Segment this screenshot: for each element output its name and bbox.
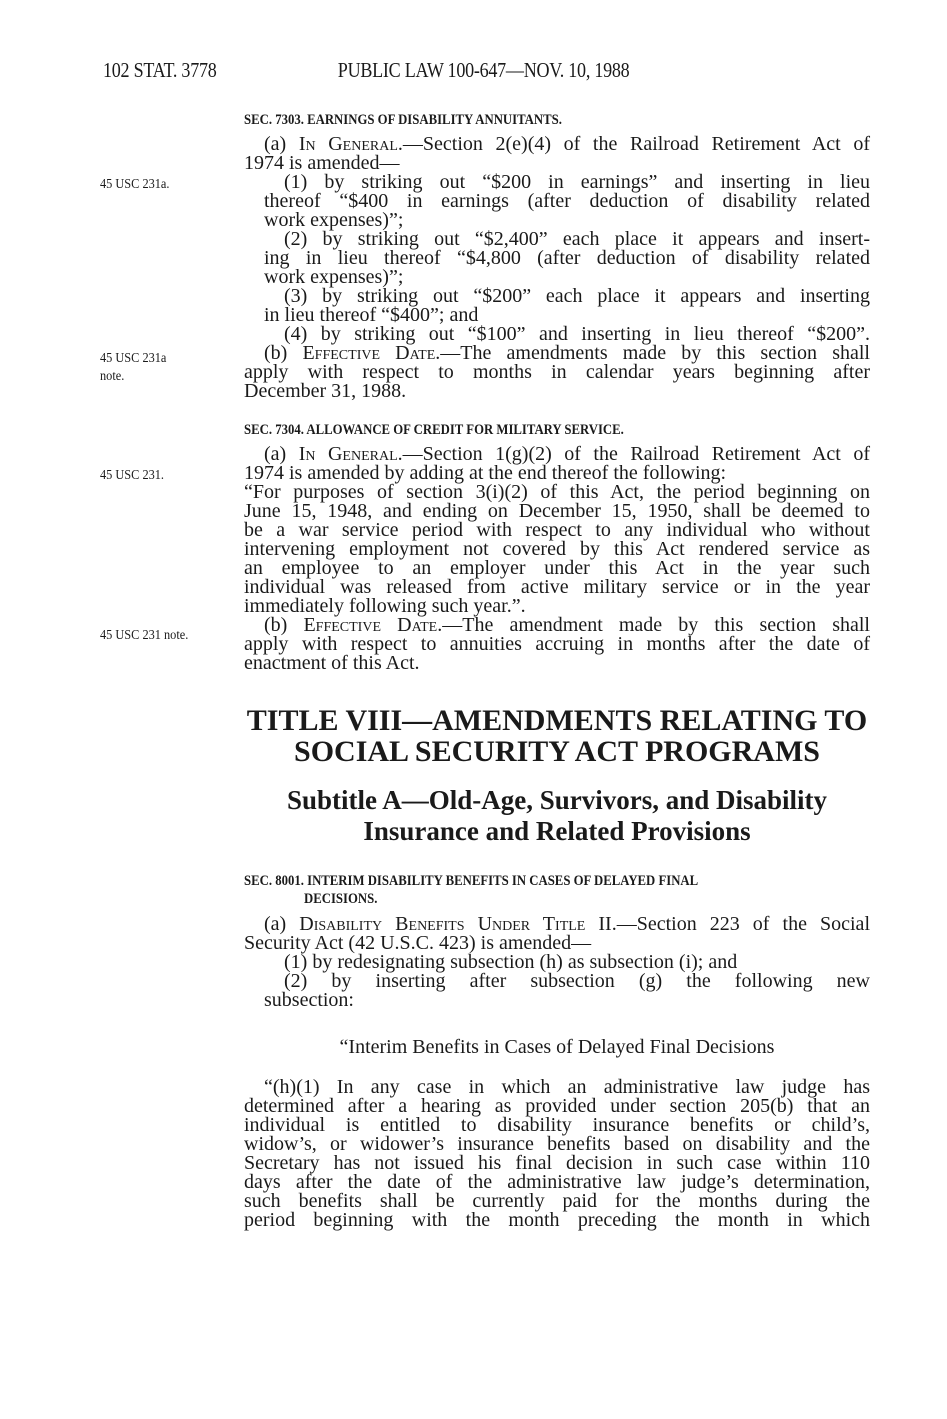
sec8001-h-line3: individual is entitled to disability insurance benefits or child’s, <box>244 1114 870 1136</box>
public-law-title: PUBLIC LAW 100-647—NOV. 10, 1988 <box>337 58 630 82</box>
subtitle-a-heading <box>244 785 870 847</box>
sec7303-p1-line3: work expenses)”; <box>264 209 404 231</box>
sec7303-b-line3: December 31, 1988. <box>244 380 407 402</box>
sec8001-h-line7: such benefits shall be currently paid for the months during the <box>244 1190 870 1212</box>
inserted-subsection-heading: “Interim Benefits in Cases of Delayed Final Decisions <box>339 1036 775 1058</box>
sec8001-p2-line1: (2) by inserting after subsection (g) the following new <box>284 970 870 992</box>
subtitle-a-line1: Subtitle A—Old-Age, Survivors, and Disability <box>286 785 828 815</box>
section-7304-heading: SEC. 7304. ALLOWANCE OF CREDIT FOR MILITARY SERVICE. <box>244 422 624 438</box>
sec8001-a-line1: (a) Disability Benefits Under Title II.—Section 223 of the Social <box>264 913 870 935</box>
sec7304-a-caption: In General. <box>298 443 403 465</box>
margin-note-usc-231a-note-2: note. <box>100 369 125 384</box>
sec7303-p2-line2: ing in lieu thereof “$4,800 (after deduction of disability related <box>264 247 870 269</box>
sec8001-a-caption: Disability Benefits Under Title II. <box>299 913 617 935</box>
section-8001-heading-line1: SEC. 8001. INTERIM DISABILITY BENEFITS IN CASES OF DELAYED FINAL <box>244 873 699 889</box>
title-viii-line1: TITLE VIII—AMENDMENTS RELATING TO <box>246 704 868 737</box>
sec8001-a-line2: Security Act (42 U.S.C. 423) is amended— <box>244 932 592 954</box>
sec7303-p3-line1: (3) by striking out “$200” each place it appears and inserting <box>284 285 870 307</box>
section-7303-heading: SEC. 7303. EARNINGS OF DISABILITY ANNUITANTS. <box>244 112 562 128</box>
sec7303-p2-line1: (2) by striking out “$2,400” each place it appears and insert- <box>284 228 870 250</box>
section-8001-body <box>244 915 870 1010</box>
sec8001-h-line2: determined after a hearing as provided under section 205(b) that an <box>244 1095 870 1117</box>
sec7304-q-line2: June 15, 1948, and ending on December 15, 1950, shall be deemed to <box>244 500 870 522</box>
sec8001-h-line8: period beginning with the month preceding the month in which <box>244 1209 870 1231</box>
sec7303-b-line1: (b) Effective Date.—The amendments made by this section shall <box>264 342 870 364</box>
sec7303-p3-line2: in lieu thereof “$400”; and <box>264 304 479 326</box>
margin-note-usc-231a-note-1: 45 USC 231a <box>100 351 167 366</box>
sec7303-a-line1: (a) In General.—Section 2(e)(4) of the Railroad Retirement Act of <box>264 133 871 155</box>
sec8001-h-line4: widow’s, or widower’s insurance benefits based on disability and the <box>244 1133 870 1155</box>
sec7303-p1-line1: (1) by striking out “$200 in earnings” and inserting in lieu <box>284 171 870 193</box>
stat-page-number: 102 STAT. 3778 <box>103 58 217 82</box>
sec7304-q-line4: intervening employment not covered by this Act rendered service as <box>244 538 870 560</box>
sec7304-q-line5: an employee to an employer under this Act in the year such <box>244 557 870 579</box>
sec7303-a-line2: 1974 is amended— <box>244 152 400 174</box>
sec7303-a-caption: In General. <box>298 133 403 155</box>
sec8001-h-line5: Secretary has not issued his final decision in such case within 110 <box>244 1152 870 1174</box>
subsection-h-body <box>244 1078 870 1230</box>
sec8001-p2-line2: subsection: <box>264 989 354 1011</box>
margin-note-usc-231: 45 USC 231. <box>100 468 165 483</box>
sec7303-p1-line2: thereof “$400 in earnings (after deduction of disability related <box>264 190 870 212</box>
sec7304-b-line2: apply with respect to annuities accruing in months after the date of <box>244 633 870 655</box>
sec8001-h-line1: “(h)(1) In any case in which an administrative law judge has <box>264 1076 870 1098</box>
sec7304-b-line1: (b) Effective Date.—The amendment made by this section shall <box>264 614 870 636</box>
sec8001-p1-line1: (1) by redesignating subsection (h) as subsection (i); and <box>284 951 738 973</box>
sec7303-b-caption: Effective Date. <box>302 342 441 364</box>
sec7304-q-line7: immediately following such year.”. <box>244 595 526 617</box>
sec7304-q-line6: individual was released from active military service or in the year <box>244 576 870 598</box>
sec7304-q-line3: be a war service period with respect to any individual who without <box>244 519 870 541</box>
sec7304-b-line3: enactment of this Act. <box>244 652 420 674</box>
sec7304-a-line2: 1974 is amended by adding at the end thereof the following: <box>244 462 727 484</box>
sec8001-h-line6: days after the date of the administrative law judge’s determination, <box>244 1171 870 1193</box>
section-8001-heading-line2: DECISIONS. <box>304 891 378 907</box>
title-viii-line2: SOCIAL SECURITY ACT PROGRAMS <box>294 735 820 768</box>
sec7303-b-line2: apply with respect to months in calendar years beginning after <box>244 361 870 383</box>
margin-note-usc-231-note: 45 USC 231 note. <box>100 628 189 643</box>
sec7304-a-line1: (a) In General.—Section 1(g)(2) of the Railroad Retirement Act of <box>264 443 870 465</box>
sec7303-p2-line3: work expenses)”; <box>264 266 404 288</box>
section-7303-body <box>244 135 870 401</box>
subtitle-a-line2: Insurance and Related Provisions <box>363 816 751 846</box>
section-7304-body <box>244 445 870 673</box>
sec7303-p4-line1: (4) by striking out “$100” and inserting in lieu thereof “$200”. <box>284 323 870 345</box>
title-viii-heading <box>244 705 870 767</box>
margin-note-usc-231a: 45 USC 231a. <box>100 177 170 192</box>
sec7304-q-line1: “For purposes of section 3(i)(2) of this Act, the period beginning on <box>244 481 870 503</box>
sec7304-b-caption: Effective Date. <box>303 614 443 636</box>
